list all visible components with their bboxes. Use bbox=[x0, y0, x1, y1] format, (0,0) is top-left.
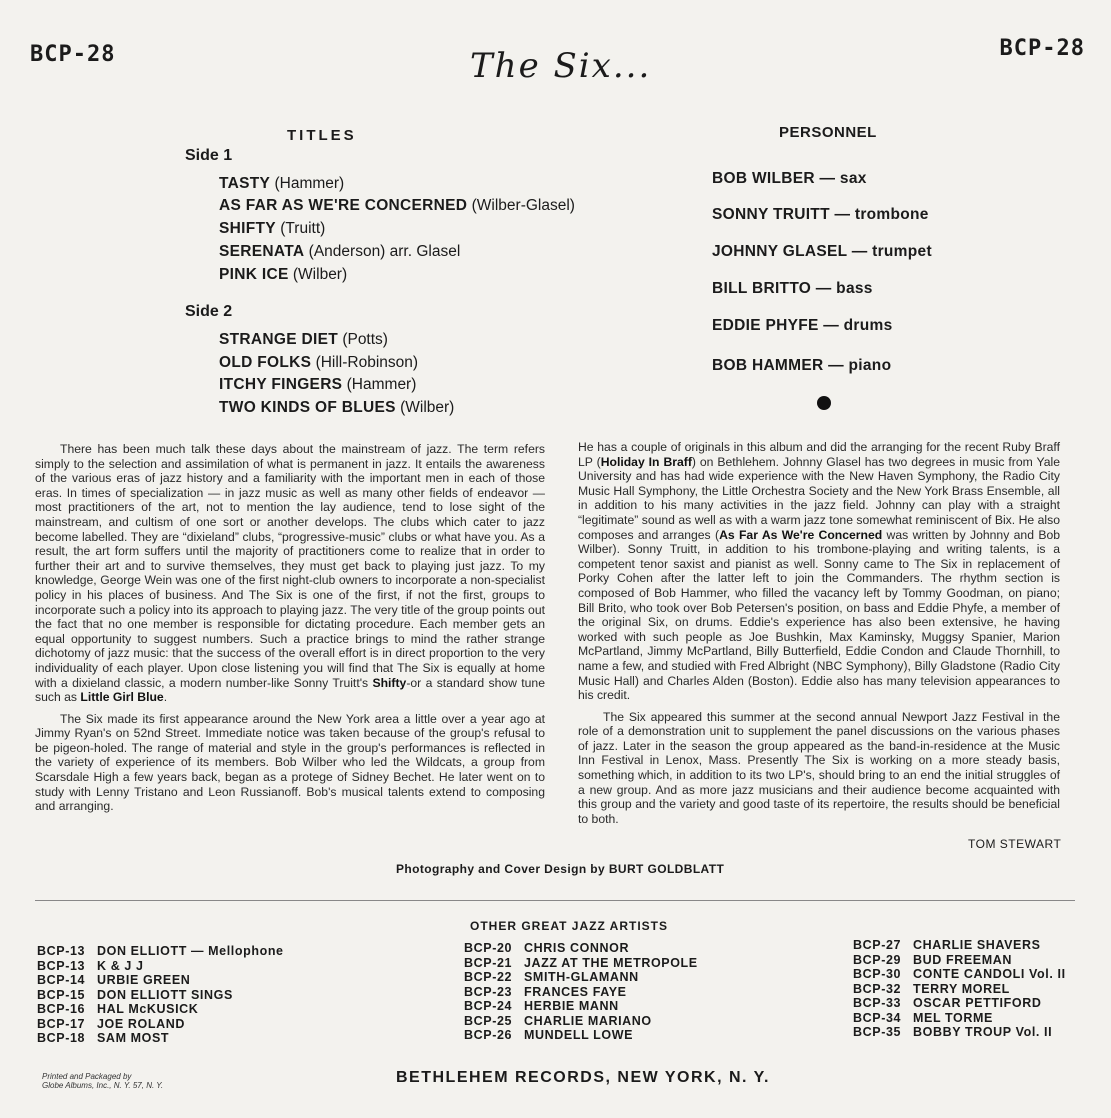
track-list-item bbox=[219, 354, 418, 372]
catalog-list-item: BCP-32 TERRY MOREL bbox=[853, 981, 1010, 996]
track-list-item bbox=[219, 175, 344, 193]
catalog-list-item: BCP-33 OSCAR PETTIFORD bbox=[853, 996, 1042, 1010]
catalog-list-item: BCP-21 JAZZ AT THE METROPOLE bbox=[464, 955, 698, 970]
printer-credit: Printed and Packaged by Globe Albums, Inc., N. Y. 57, N. Y. bbox=[42, 1072, 164, 1090]
track-credit: (Wilber) bbox=[400, 399, 455, 416]
personnel-member: JOHNNY GLASEL — trumpet bbox=[712, 243, 932, 260]
liner-notes-paragraph: The Six appeared this summer at the second annual Newport Jazz Festival in the role of a demonstration unit to supplement the panel discussions on the various phases of jazz. Later in the season the group appeared as the band-in-residence at the Music Inn Festival in Lenox, Mass. Presently The Six is working on a more steady basis, something which, in addition to its two LP's, should bring to an end the initial struggles of a new group. And as more jazz musicians and their audience become acquainted with this group and the variety and good taste of its repertoire, the results should be beneficial to both. bbox=[578, 709, 1060, 826]
track-list-item bbox=[219, 197, 575, 215]
catalog-list-item: BCP-23 FRANCES FAYE bbox=[464, 984, 627, 999]
track-title: SERENATA bbox=[219, 243, 305, 260]
track-credit: (Hammer) bbox=[346, 376, 417, 393]
catalog-list-item: BCP-17 JOE ROLAND bbox=[37, 1016, 185, 1031]
record-label-footer: BETHLEHEM RECORDS, NEW YORK, N. Y. bbox=[396, 1069, 770, 1086]
catalog-list-item: BCP-29 BUD FREEMAN bbox=[853, 952, 1012, 967]
catalog-number-right: BCP-28 bbox=[999, 36, 1085, 61]
catalog-list-item: BCP-14 URBIE GREEN bbox=[37, 973, 191, 987]
divider bbox=[35, 900, 1075, 901]
liner-notes-paragraph: The Six made its first appearance around the New York area a little over a year ago at Jimmy Ryan's on 52nd Street. Immediate notice was taken because of the group's refusal to be pigeon-holed. The range of material and style in the group's performances is reflected in the variety of experience of its members. Bob Wilber who led the Wildcats, a group from Scarsdale High a few years back, began as a protege of Sidney Bechet. He later went on to study with Lenny Tristano and Leon Russianoff. Bob's musical talents extend to composing and arranging. bbox=[35, 711, 545, 814]
catalog-list-item: BCP-16 HAL McKUSICK bbox=[37, 1002, 199, 1016]
track-credit: (Anderson) arr. Glasel bbox=[308, 243, 461, 260]
catalog-list-item: BCP-22 SMITH-GLAMANN bbox=[464, 970, 639, 984]
liner-notes-paragraph: There has been much talk these days about the mainstream of jazz. The term refers simply to the selection and assimilation of what is permanent in jazz. It entails the awareness of the various eras of jazz history and a familiarity with the important men in each of those eras. In times of specialization — in jazz music as well as many other fields of endeavor — most practitioners of the art, not to mention the lay audience, tend to lose sight of the mainstream, and cultism of one sort or another develops. The clubs which cater to jazz become labelled. They are “dixieland” clubs, “progressive-music” clubs or what have you. As a result, the art form suffers until the majority of practitioners come to realize that in order to further their art and to survive themselves, they must get back to playing just jazz. To my knowledge, George Wein was one of the first night-club owners to incorporate a non-specialist policy in his places of business. And The Six is one of the first, if not the first, groups to incorporate such a policy into its approach to playing jazz. The very title of the group points out the fact that no one member is responsible for dictating procedure. Each member gets an equal opportunity to suggest numbers. Such a practice brings to mind the rather strange dichotomy of jazz music: that the success of the overall effort is in direct proportion to the very individuality of each player. Upon close listening you will find that The Six is equally at home with a dixieland classic, a modern number-like Sonny Truitt's Shifty-or a standard show tune such as Little Girl Blue. bbox=[35, 442, 545, 705]
track-list-item bbox=[219, 399, 454, 417]
track-title: PINK ICE bbox=[219, 266, 289, 283]
catalog-list-item: BCP-24 HERBIE MANN bbox=[464, 999, 619, 1013]
catalog-list-item: BCP-25 CHARLIE MARIANO bbox=[464, 1013, 652, 1028]
catalog-list-item: BCP-13 K & J J bbox=[37, 958, 144, 973]
track-title: AS FAR AS WE'RE CONCERNED bbox=[219, 197, 468, 214]
catalog-list-item: BCP-15 DON ELLIOTT SINGS bbox=[37, 987, 233, 1002]
personnel-member: EDDIE PHYFE — drums bbox=[712, 317, 893, 334]
liner-notes-paragraph: He has a couple of originals in this album and did the arranging for the recent Ruby Braff LP (Holiday In Braff) on Bethlehem. Johnny Glasel has two degrees in music from Yale University and has had wide experience with the New Haven Symphony, the Radio City Music Hall Symphony, the Little Orchestra Society and the New York Brass Ensemble, all in addition to his many activities in the jazz field. Johnny can play with a straight “legitimate” sound as well as with a warm jazz tone somewhat reminiscent of Bix. He also composes and arranges (As Far As We're Concerned was written by Johnny and Bob Wilber). Sonny Truitt, in addition to his trombone-playing and writing talents, is a competent tenor saxist and pianist as well. Sonny came to The Six in replacement of Porky Cohen after the latter left to join the Commanders. The rhythm section is composed of Bob Hammer, who filled the vacancy left by Tommy Goodman, on piano; Bill Brito, who took over Bob Petersen's position, on bass and Eddie Phyfe, a member of the original Six, on drums. Eddie's experience has also been extensive, he having worked with such people as Joe Bushkin, Max Kaminsky, Muggsy Spanier, Marion McPartland, Jimmy McPartland, Billy Butterfield, Eddie Condon and Claude Thornhill, to name a few, and studied with Fred Albright (NBC Symphony), Billy Gladstone (Radio City Music Hall) and Charles Alden (Boston). Eddie also has many television appearances to his credit. bbox=[578, 440, 1061, 703]
side-2-label: Side 2 bbox=[185, 303, 233, 320]
catalog-column-3 bbox=[853, 938, 1066, 1040]
titles-heading: TITLES bbox=[287, 127, 357, 144]
catalog-list-item: BCP-18 SAM MOST bbox=[37, 1031, 170, 1045]
track-list-item bbox=[219, 376, 416, 394]
album-title: The Six... bbox=[470, 46, 652, 86]
catalog-column-2 bbox=[464, 941, 698, 1043]
track-title: TWO KINDS OF BLUES bbox=[219, 399, 396, 416]
catalog-list-item: BCP-30 CONTE CANDOLI Vol. II bbox=[853, 967, 1066, 981]
catalog-number-left: BCP-28 bbox=[30, 42, 116, 67]
track-title: SHIFTY bbox=[219, 220, 276, 237]
liner-notes-left-column bbox=[35, 442, 545, 814]
track-title: OLD FOLKS bbox=[219, 354, 312, 371]
personnel-member: BOB HAMMER — piano bbox=[712, 357, 892, 374]
liner-notes-author: TOM STEWART bbox=[968, 837, 1062, 851]
track-credit: (Hammer) bbox=[274, 175, 345, 192]
catalog-list-item: BCP-13 DON ELLIOTT — Mellophone bbox=[37, 944, 284, 958]
track-credit: (Potts) bbox=[342, 331, 388, 348]
track-list-item bbox=[219, 331, 388, 349]
track-list-item bbox=[219, 220, 325, 238]
track-title: ITCHY FINGERS bbox=[219, 376, 343, 393]
catalog-list-item: BCP-34 MEL TORME bbox=[853, 1010, 993, 1025]
track-list-item bbox=[219, 243, 460, 261]
liner-notes-right-column bbox=[578, 440, 1060, 826]
catalog-column-1 bbox=[37, 944, 284, 1046]
personnel-heading: PERSONNEL bbox=[779, 124, 877, 141]
side-1-label: Side 1 bbox=[185, 147, 233, 164]
other-artists-heading: OTHER GREAT JAZZ ARTISTS bbox=[470, 919, 668, 933]
track-credit: (Wilber-Glasel) bbox=[471, 197, 575, 214]
catalog-list-item: BCP-26 MUNDELL LOWE bbox=[464, 1028, 634, 1042]
personnel-member: BILL BRITTO — bass bbox=[712, 280, 873, 297]
track-title: TASTY bbox=[219, 175, 271, 192]
catalog-list-item: BCP-27 CHARLIE SHAVERS bbox=[853, 938, 1041, 952]
catalog-list-item: BCP-35 BOBBY TROUP Vol. II bbox=[853, 1025, 1053, 1039]
photo-credit: Photography and Cover Design by BURT GOLDBLATT bbox=[396, 862, 725, 876]
track-list-item bbox=[219, 266, 347, 284]
personnel-member: SONNY TRUITT — trombone bbox=[712, 206, 929, 223]
catalog-list-item: BCP-20 CHRIS CONNOR bbox=[464, 941, 630, 955]
track-title: STRANGE DIET bbox=[219, 331, 338, 348]
track-credit: (Hill-Robinson) bbox=[315, 354, 419, 371]
personnel-member: BOB WILBER — sax bbox=[712, 170, 867, 187]
track-credit: (Wilber) bbox=[292, 266, 348, 283]
bullet-dot bbox=[817, 396, 831, 410]
track-credit: (Truitt) bbox=[280, 220, 326, 237]
